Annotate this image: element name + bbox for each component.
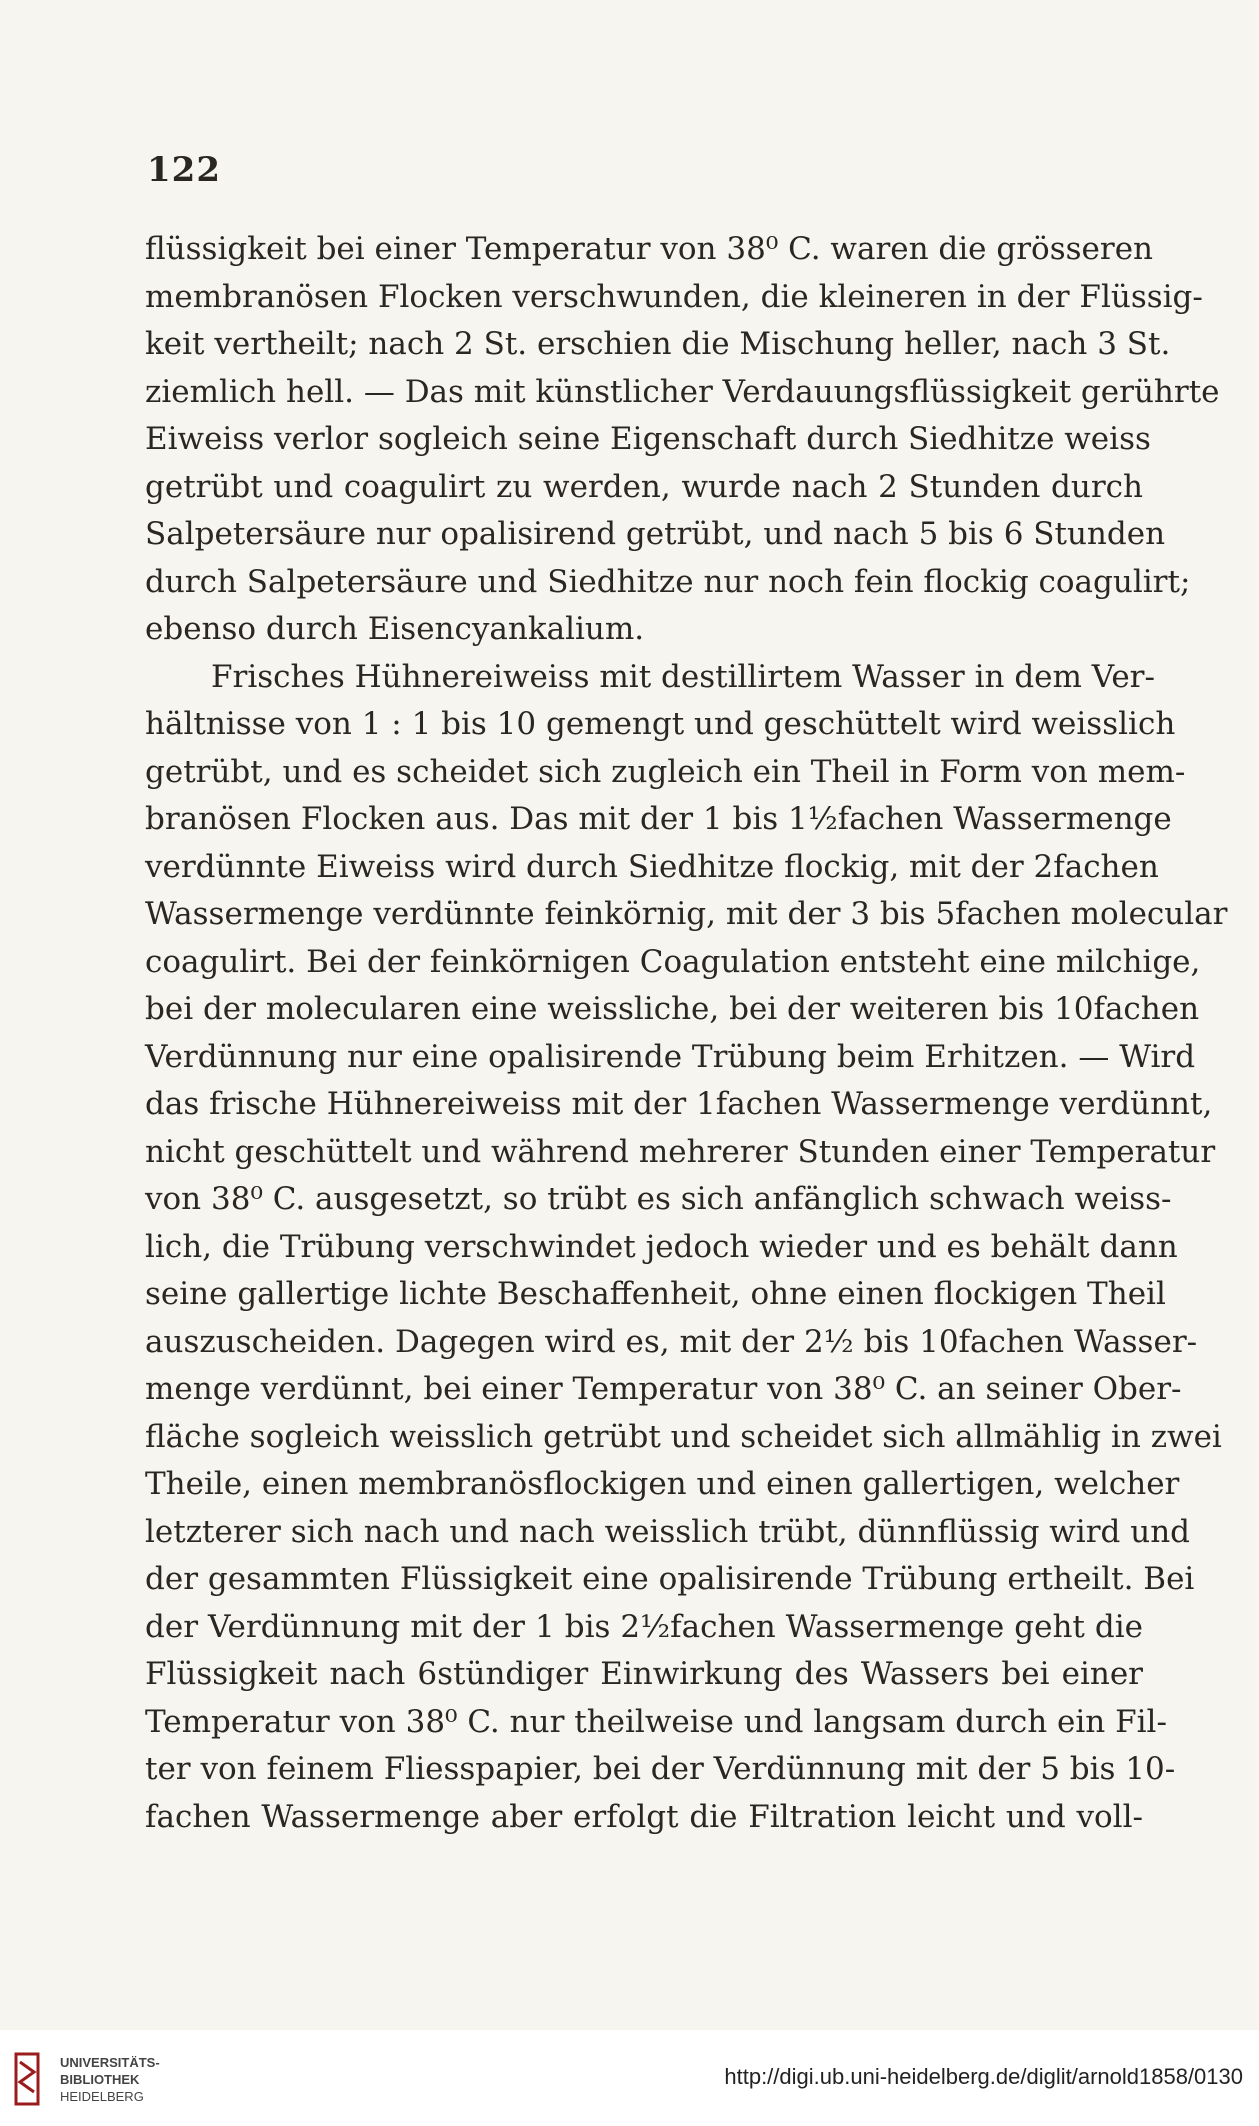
library-name-line-3: HEIDELBERG <box>60 2089 144 2104</box>
text-line: lich, die Trübung verschwindet jedoch wieder und es behält dann <box>145 1228 1178 1265</box>
text-line: auszuscheiden. Dagegen wird es, mit der 2½ bis 10fachen Wasser- <box>145 1323 1198 1360</box>
text-line: verdünnte Eiweiss wird durch Siedhitze flockig, mit der 2fachen <box>145 848 1159 885</box>
text-line: durch Salpetersäure und Siedhitze nur noch fein flockig coagulirt; <box>145 563 1191 600</box>
text-line: Theile, einen membranösflockigen und einen gallertigen, welcher <box>145 1466 1180 1502</box>
text-line: Flüssigkeit nach 6stündiger Einwirkung des Wassers bei einer <box>145 1656 1143 1692</box>
text-line: menge verdünnt, bei einer Temperatur von 38⁰ C. an seiner Ober- <box>145 1371 1182 1407</box>
library-name-line-1: UNIVERSITÄTS- <box>60 2055 160 2070</box>
text-line: getrübt, und es scheidet sich zugleich ein Theil in Form von mem- <box>145 753 1186 790</box>
text-line: getrübt und coagulirt zu werden, wurde nach 2 Stunden durch <box>145 468 1143 505</box>
text-line: letzterer sich nach und nach weisslich trübt, dünnflüssig wird und <box>145 1513 1191 1550</box>
library-name-line-2: BIBLIOTHEK <box>60 2072 140 2087</box>
library-name <box>60 2054 160 2105</box>
text-line: ter von feinem Fliesspapier, bei der Verdünnung mit der 5 bis 10- <box>145 1751 1176 1787</box>
text-line: Salpetersäure nur opalisirend getrübt, und nach 5 bis 6 Stunden <box>145 516 1166 552</box>
footer-bar <box>0 2030 1259 2126</box>
text-line: Wassermenge verdünnte feinkörnig, mit der 3 bis 5fachen molecular <box>145 896 1228 932</box>
text-line: der gesammten Flüssigkeit eine opalisirende Trübung ertheilt. Bei <box>145 1561 1195 1597</box>
text-line: der Verdünnung mit der 1 bis 2½fachen Wassermenge geht die <box>145 1608 1143 1645</box>
text-line: coagulirt. Bei der feinkörnigen Coagulation entsteht eine milchige, <box>145 943 1201 980</box>
text-line: Verdünnung nur eine opalisirende Trübung beim Erhitzen. — Wird <box>145 1038 1196 1075</box>
text-line: hältnisse von 1 : 1 bis 10 gemengt und geschüttelt wird weisslich <box>145 706 1176 742</box>
text-line: ebenso durch Eisencyankalium. <box>145 611 645 647</box>
text-line: ziemlich hell. — Das mit künstlicher Verdauungsflüssigkeit gerührte <box>145 373 1220 410</box>
text-line: nicht geschüttelt und während mehrerer Stunden einer Temperatur <box>145 1133 1216 1170</box>
text-line: von 38⁰ C. ausgesetzt, so trübt es sich anfänglich schwach weiss- <box>145 1181 1172 1217</box>
text-line: membranösen Flocken verschwunden, die kleineren in der Flüssig- <box>145 278 1203 315</box>
page-number: 122 <box>147 150 221 190</box>
text-line: fachen Wassermenge aber erfolgt die Filtration leicht und voll- <box>145 1798 1143 1835</box>
library-logo-icon <box>12 2050 42 2108</box>
text-line: Temperatur von 38⁰ C. nur theilweise und langsam durch ein Fil- <box>145 1703 1167 1740</box>
text-line: branösen Flocken aus. Das mit der 1 bis 1½fachen Wassermenge <box>145 801 1172 837</box>
text-line: keit vertheilt; nach 2 St. erschien die Mischung heller, nach 3 St. <box>145 326 1171 362</box>
source-url-link[interactable]: http://digi.ub.uni-heidelberg.de/diglit/arnold1858/0130 <box>724 2064 1243 2089</box>
text-line: Eiweiss verlor sogleich seine Eigenschaft durch Siedhitze weiss <box>145 421 1151 457</box>
text-line: das frische Hühnereiweiss mit der 1fachen Wassermenge verdünnt, <box>145 1086 1213 1122</box>
text-line: seine gallertige lichte Beschaffenheit, ohne einen flockigen Theil <box>145 1276 1166 1312</box>
text-line: Frisches Hühnereiweiss mit destillirtem Wasser in dem Ver- <box>211 658 1155 695</box>
text-line: flüssigkeit bei einer Temperatur von 38⁰ C. waren die grösseren <box>145 231 1153 267</box>
body-text <box>145 226 1228 1841</box>
text-line: fläche sogleich weisslich getrübt und scheidet sich allmählig in zwei <box>145 1418 1222 1455</box>
text-line: bei der molecularen eine weissliche, bei der weiteren bis 10fachen <box>145 991 1200 1027</box>
